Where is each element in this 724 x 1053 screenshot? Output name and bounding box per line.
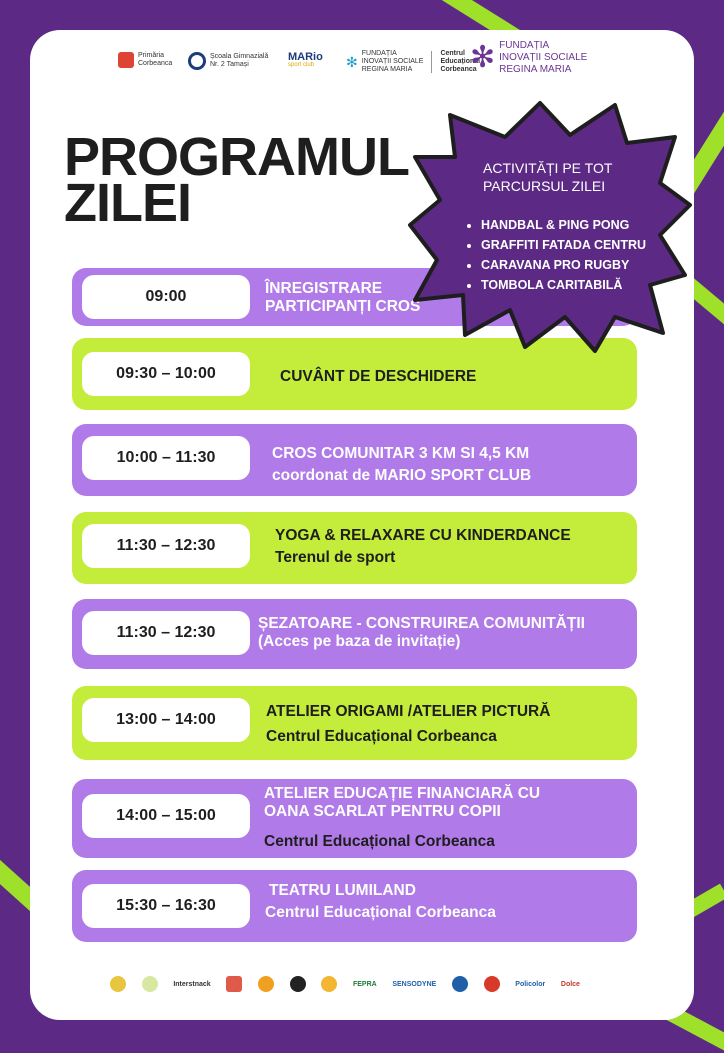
sponsor-logo bbox=[484, 976, 500, 992]
sponsor-badge-icon bbox=[142, 976, 158, 992]
time-slot: 15:30 – 16:30 bbox=[82, 884, 250, 928]
sponsor-badge-icon bbox=[321, 976, 337, 992]
time-slot: 11:30 – 12:30 bbox=[82, 611, 250, 655]
schedule-row bbox=[72, 686, 637, 760]
sponsor-logo: SENSODYNE bbox=[392, 980, 437, 988]
sponsor-logos bbox=[110, 972, 580, 996]
activity-text: YOGA & RELAXARE CU KINDERDANCE Terenul de sport bbox=[275, 527, 571, 566]
mario-logo: MARio sport club bbox=[288, 51, 323, 68]
time-slot: 09:00 bbox=[82, 275, 250, 319]
callout-list bbox=[465, 215, 646, 295]
time-slot: 13:00 – 14:00 bbox=[82, 698, 250, 742]
fundatia-centrul-logo: ✻ FUNDAȚIA INOVAȚII SOCIALE REGINA MARIA Centrul Educațional Corbeanca bbox=[346, 50, 481, 73]
list-item: • TOMBOLA CARITABILĂ bbox=[481, 275, 646, 295]
time-slot: 11:30 – 12:30 bbox=[82, 524, 250, 568]
activity-text: CROS COMUNITAR 3 KM SI 4,5 KM coordonat de MARIO SPORT CLUB bbox=[272, 445, 532, 484]
page-title: PROGRAMUL ZILEI bbox=[64, 127, 409, 233]
schedule-row bbox=[72, 779, 637, 858]
sponsor-logo: FEPRA bbox=[352, 980, 377, 988]
crest-icon bbox=[118, 52, 134, 68]
schedule-row bbox=[72, 870, 637, 942]
list-item: • HANDBAL & PING PONG bbox=[481, 215, 646, 235]
activity-text: ȘEZATOARE - CONSTRUIREA COMUNITĂȚII (Acces pe baza de invitație) bbox=[258, 615, 585, 650]
scoala-logo: Școala Gimnazială Nr. 2 Tamași bbox=[188, 52, 268, 70]
fundatia-regina-maria-logo: ✻ FUNDAȚIA INOVAȚII SOCIALE REGINA MARIA bbox=[470, 40, 588, 75]
divider bbox=[431, 51, 432, 73]
list-item: • GRAFFITI FATADA CENTRU bbox=[481, 235, 646, 255]
sponsor-logo bbox=[321, 976, 337, 992]
activity-text: ATELIER ORIGAMI /ATELIER PICTURĂ Centrul Educațional Corbeanca bbox=[266, 703, 551, 745]
callout-title: ACTIVITĂȚI PE TOT PARCURSUL ZILEI bbox=[483, 160, 613, 194]
time-slot: 09:30 – 10:00 bbox=[82, 352, 250, 396]
activity-text: CUVÂNT DE DESCHIDERE bbox=[280, 368, 477, 385]
list-item: • CARAVANA PRO RUGBY bbox=[481, 255, 646, 275]
sponsor-logo bbox=[290, 976, 306, 992]
star-icon: ✻ bbox=[346, 54, 358, 70]
sponsor-badge-icon bbox=[290, 976, 306, 992]
sponsor-logo: Dolce bbox=[560, 980, 580, 988]
sponsor-badge-icon bbox=[226, 976, 242, 992]
sponsor-logo bbox=[142, 976, 158, 992]
activity-text: ATELIER EDUCAȚIE FINANCIARĂ CU OANA SCARLAT PENTRU COPII Centrul Educațional Corbeanca bbox=[264, 785, 541, 850]
sponsor-logo bbox=[110, 976, 126, 992]
primaria-logo: Primăria Corbeanca bbox=[118, 52, 172, 68]
sponsor-logo bbox=[258, 976, 274, 992]
sponsor-badge-icon bbox=[110, 976, 126, 992]
sponsor-badge-icon bbox=[452, 976, 468, 992]
time-slot: 14:00 – 15:00 bbox=[82, 794, 250, 838]
sponsor-logo: Policolor bbox=[515, 980, 546, 988]
sponsor-badge-icon bbox=[484, 976, 500, 992]
activity-text: TEATRU LUMILAND Centrul Educațional Corbeanca bbox=[265, 882, 496, 921]
partner-logos bbox=[88, 40, 648, 80]
sponsor-logo bbox=[452, 976, 468, 992]
all-day-activities-callout bbox=[405, 95, 695, 355]
star-icon: ✻ bbox=[470, 41, 496, 74]
sponsor-logo: Interstnack bbox=[173, 980, 211, 988]
schedule-row bbox=[72, 424, 637, 496]
activity-text: ÎNREGISTRARE PARTICIPANȚI CROS bbox=[265, 280, 421, 315]
time-slot: 10:00 – 11:30 bbox=[82, 436, 250, 480]
schedule-row bbox=[72, 512, 637, 584]
sponsor-logo bbox=[226, 976, 242, 992]
sponsor-badge-icon bbox=[258, 976, 274, 992]
schedule-row bbox=[72, 599, 637, 669]
school-seal-icon bbox=[188, 52, 206, 70]
